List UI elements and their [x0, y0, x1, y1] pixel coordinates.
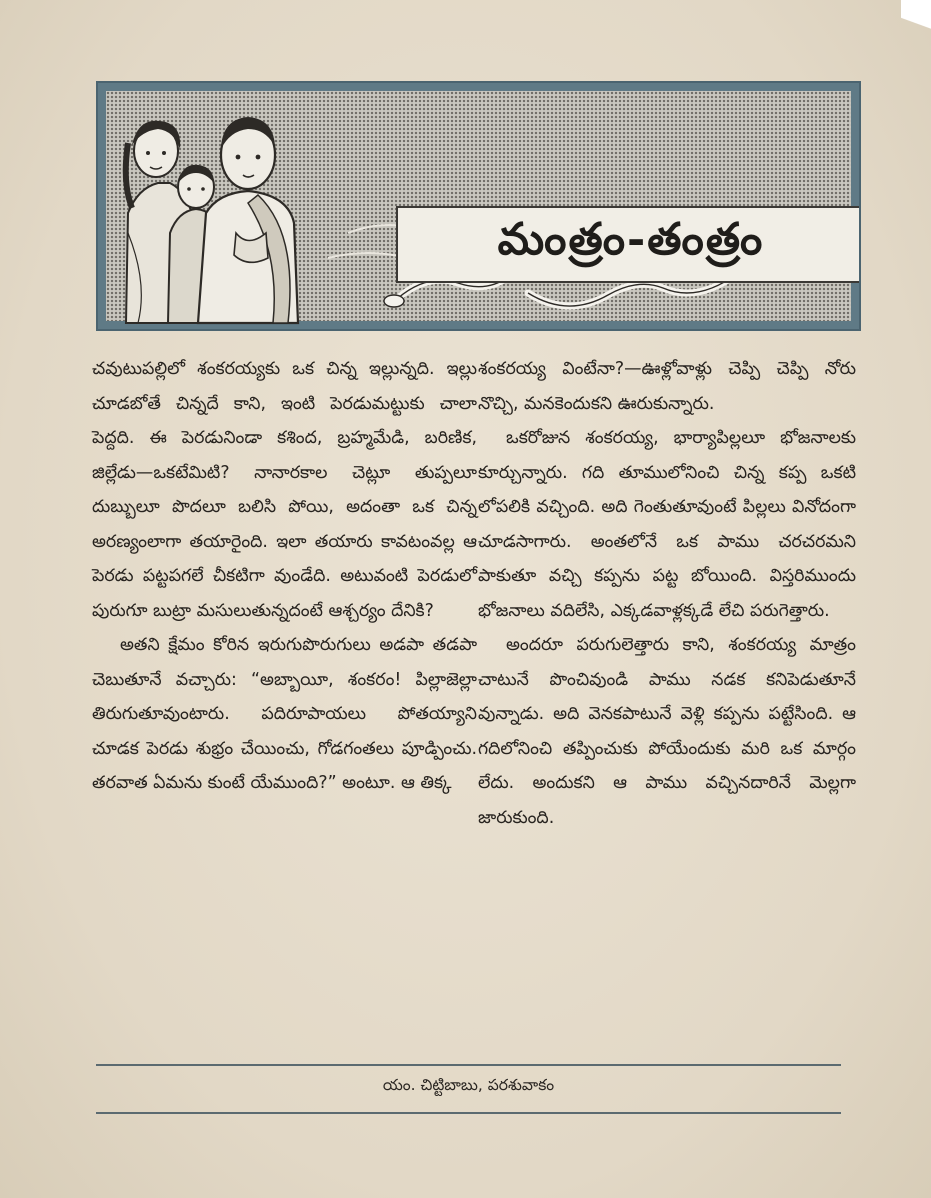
- story-banner: [96, 81, 861, 331]
- byline-bottom-rule: [96, 1112, 841, 1114]
- paragraph-2: అతని క్షేమం కోరిన ఇరుగుపొరుగులు అడపా తడపా చెబుతూనే వచ్చారు: “అబ్బాయీ, శంకరం! పిల్లాజెల్లా తిరుగుతూవుంటారు. పదిరూపాయలు పోతయ్యాని చూడక పెరడు శుభ్రం చేయించు, గోడగంతలు పూడ్పించు. తరవాత ఏమను కుంటే యేముంది?” అంటూ. ఆ తిక్క: [92, 635, 477, 793]
- story-title: మంత్రం-తంత్రం: [497, 213, 765, 265]
- page-corner-tear: [901, 0, 931, 60]
- paragraph-4: ఒకరోజున శంకరయ్య, భార్యాపిల్లలూ భోజనాలకు కూర్చున్నారు. గది తూములోనించి చిన్న కప్ప ఒకటి లోపలికి వచ్చింది. అది గెంతుతూవుంటే పిల్లలు వినోదంగా చూడసాగారు. అంతలోనే ఒక పాము చరచరమని పాకుతూ వచ్చి కప్పను పట్ట బోయింది. విస్తరిముందు భోజనాలు వదిలేసి, ఎక్కడవాళ్లక్కడే లేచి పరుగెత్తారు.: [478, 428, 856, 621]
- title-box: [396, 206, 861, 283]
- man-figure-illustration: [198, 117, 298, 323]
- right-text-column: [478, 352, 856, 835]
- paragraph-5: అందరూ పరుగులెత్తారు కాని, శంకరయ్య మాత్రం చాటునే పొంచివుండి పాము నడక కనిపెడుతూనే వున్నాడు. అది వెనకపాటునే వెళ్లి కప్పను పట్టేసింది. ఆ గదిలోనించి తప్పించుకు పోయేందుకు మరి ఒక మార్గం లేదు. అందుకని ఆ పాము వచ్చినదారినే మెల్లగా జారుకుంది.: [478, 635, 856, 828]
- paragraph-3: శంకరయ్య వింటేనా?—ఊళ్లోవాళ్లు చెప్పి చెప్పి నోరు నొచ్చి, మనకెందుకని ఊరుకున్నారు.: [478, 359, 856, 414]
- paragraph-1: చవుటుపల్లిలో శంకరయ్యకు ఒక చిన్న ఇల్లున్నది. ఇల్లు చూడబోతే చిన్నదే కాని, ఇంటి పెరడుమట్టుకు చాలా పెద్దది. ఈ పెరడునిండా కశింద, బ్రహ్మమేడి, బరిణిక, జిల్లేడు—ఒకటేమిటి? నానారకాల చెట్లూ తుప్పలూ దుబ్బులూ పొదలూ బలిసి పోయి, అదంతా ఒక చిన్న అరణ్యంలాగా తయారైంది. ఇలా తయారు కావటంవల్ల ఆ పెరడు పట్టపగలే చీకటిగా వుండేది. అటువంటి పెరడులో పురుగూ బుట్రా మసులుతున్నదంటే ఆశ్చర్యం దేనికి?: [92, 359, 477, 621]
- left-text-column: [92, 352, 477, 801]
- author-byline: యం. చిట్టిబాబు, పరశువాకం: [382, 1076, 555, 1094]
- byline-top-rule: [96, 1064, 841, 1066]
